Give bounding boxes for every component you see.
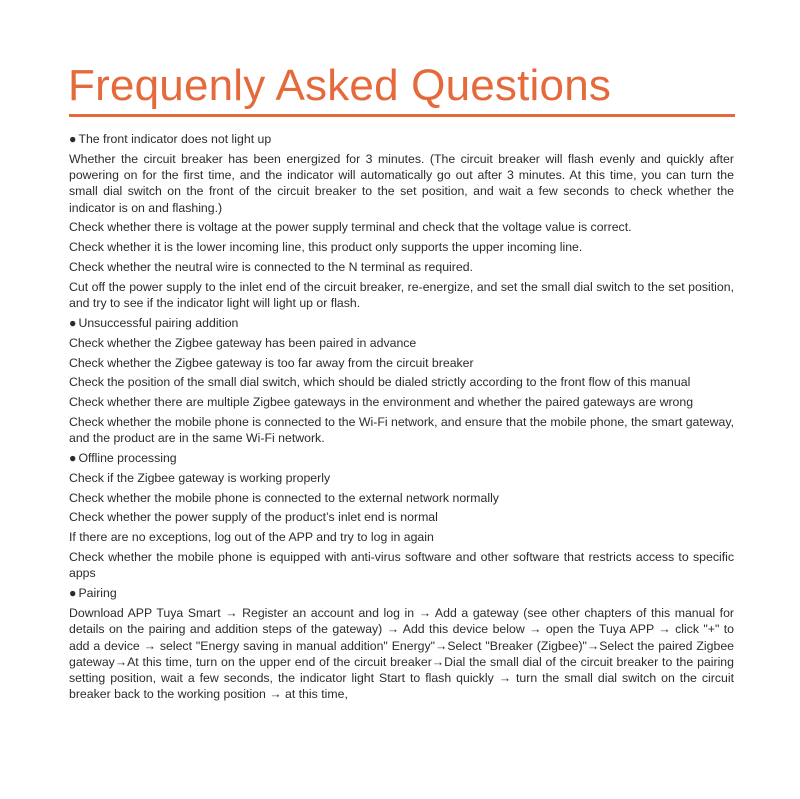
faq-paragraph: Check whether the mobile phone is equipped with anti-virus software and other software that restricts access to specific apps xyxy=(69,550,734,581)
section-heading: ● Pairing xyxy=(69,586,117,601)
faq-paragraph: Check the position of the small dial switch, which should be dialed strictly according to the front flow of this manual xyxy=(69,375,691,390)
faq-paragraph: Check if the Zigbee gateway is working properly xyxy=(69,470,331,485)
bullet-dot-icon: ● xyxy=(69,132,77,146)
faq-paragraph: Cut off the power supply to the inlet end of the circuit breaker, re-energize, and set the small dial switch to the set position, and try to see if the indicator light will light up or flash. xyxy=(69,279,734,311)
title-divider xyxy=(69,114,735,117)
faq-paragraph: Check whether the Zigbee gateway is too far away from the circuit breaker xyxy=(69,355,474,370)
faq-paragraph: Check whether there are multiple Zigbee gateways in the environment and whether the paired gateways are wrong xyxy=(69,395,694,410)
faq-paragraph: Check whether the mobile phone is connected to the external network normally xyxy=(69,490,499,505)
faq-paragraph: Check whether the power supply of the product’s inlet end is normal xyxy=(69,510,438,525)
faq-paragraph: Download APP Tuya Smart → Register an account and log in → Add a gateway (see other chapters of this manual for details on the pairing and addition steps of the gateway) → Add this device below → open the Tuya APP → click "+" to add a device → select "Energy saving in manual addition" Energy"→Select "Breaker (Zigbee)"→Select the paired Zigbee gateway→At this time, turn on the upper end of the circuit breaker→Dial the small dial of the circuit breaker to the pairing setting position, wait a few seconds, the indicator light Start to flash quickly → turn the small dial switch on the circuit breaker back to the working position → at this time, xyxy=(69,605,734,702)
section-heading: ● The front indicator does not light up xyxy=(69,132,272,146)
faq-paragraph: Check whether the neutral wire is connected to the N terminal as required. xyxy=(69,260,473,275)
section-heading: ● Offline processing xyxy=(69,451,177,466)
section-heading: ● Unsuccessful pairing addition xyxy=(69,315,239,330)
bullet-dot-icon: ● xyxy=(69,315,77,330)
page-title: Frequenly Asked Questions xyxy=(68,61,612,110)
faq-paragraph: Check whether the Zigbee gateway has been paired in advance xyxy=(69,335,417,350)
faq-paragraph: If there are no exceptions, log out of the APP and try to log in again xyxy=(69,530,434,545)
faq-paragraph: Check whether there is voltage at the power supply terminal and check that the voltage value is correct. xyxy=(69,220,632,235)
faq-content xyxy=(69,131,734,706)
faq-paragraph: Check whether it is the lower incoming line, this product only supports the upper incoming line. xyxy=(69,240,583,255)
faq-paragraph: Whether the circuit breaker has been energized for 3 minutes. (The circuit breaker will flash evenly and quickly after powering on for the first time, and the indicator will automatically go out after 3 minutes. At this time, you can turn the small dial switch on the front of the circuit breaker to the set position, and wait a few seconds to check whether the indicator is on and flashing.) xyxy=(69,151,734,215)
bullet-dot-icon: ● xyxy=(69,586,77,601)
faq-paragraph: Check whether the mobile phone is connected to the Wi-Fi network, and ensure that the mobile phone, the smart gateway, and the product are in the same Wi-Fi network. xyxy=(69,414,734,446)
bullet-dot-icon: ● xyxy=(69,451,77,466)
